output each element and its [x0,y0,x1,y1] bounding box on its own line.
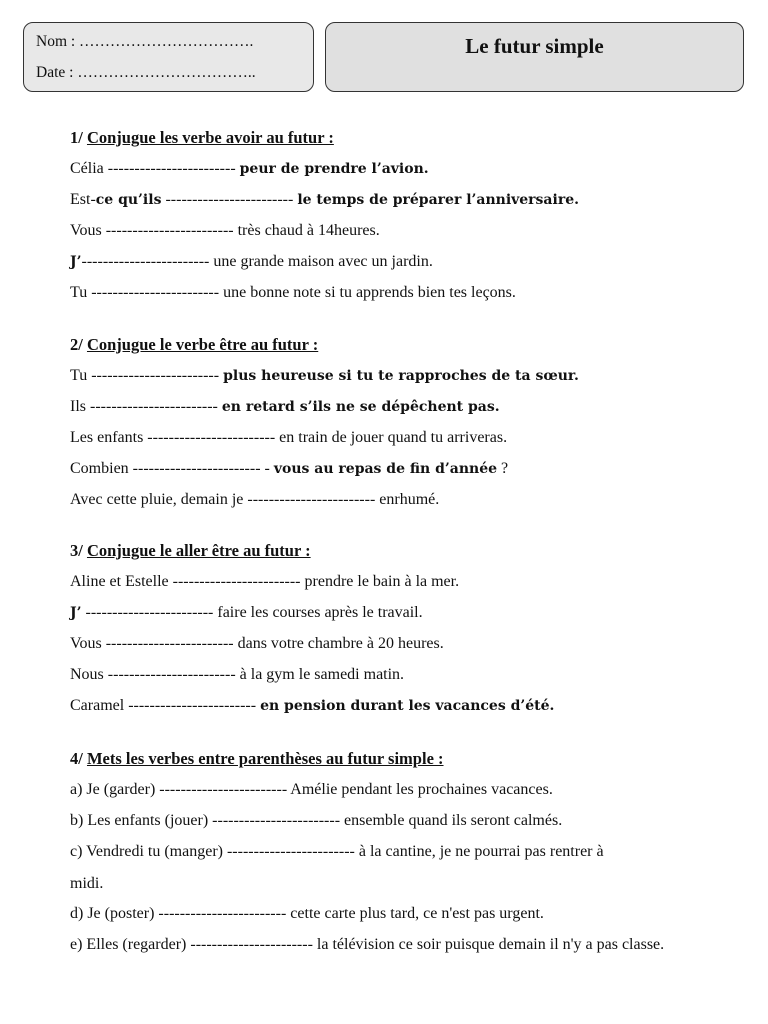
exercise-line: Les enfants ------------------------ en train de jouer quand tu arriveras. [70,429,508,446]
line-start: Ils ------------------------ [70,398,222,415]
exercise-line: a) Je (garder) ------------------------ Amélie pendant les prochaines vacances. [70,781,553,798]
exercise-line [70,186,720,217]
exercise-line: c) Vendredi tu (manger) ------------------------ à la cantine, je ne pourrai pas rentrer à [70,843,604,860]
name-date-box [23,22,314,92]
exercise-line: Avec cette pluie, demain je ------------------------ enrhumé. [70,491,440,508]
exercise-line [70,248,720,279]
line-subject: J’ [70,254,82,270]
date-field: Date : …………………………….. [36,64,256,81]
exercise-line [70,599,720,630]
section-1-number: 1/ [70,128,87,147]
line-start: Caramel ------------------------ [70,697,261,714]
exercise-line [70,362,720,393]
section-1-title [70,124,720,155]
exercise-line: midi. [70,875,104,892]
line-end: plus heureuse si tu te rapproches de ta sœur. [223,368,579,384]
section-4-title [70,745,720,776]
exercise-line: Nous ------------------------ à la gym le samedi matin. [70,666,405,683]
exercise-line: Aline et Estelle ------------------------ prendre le bain à la mer. [70,573,460,590]
exercise-line [70,692,720,723]
section-4-heading: Mets les verbes entre parenthèses au futur simple : [86,749,444,768]
exercise-line [70,393,720,424]
line-start: Combien ------------------------ - [70,460,274,477]
exercise-line [70,455,720,486]
line-start: Célia ------------------------ [70,160,240,177]
worksheet-content [70,124,720,956]
section-3-heading: Conjugue le aller être au futur : [86,541,311,560]
section-2-heading: Conjugue le verbe être au futur : [86,335,319,354]
section-2-title [70,331,720,362]
exercise-line: d) Je (poster) ------------------------ cette carte plus tard, ce n'est pas urgent. [70,905,544,922]
line-subject: ce qu’ils [95,192,162,208]
line-blank: ------------------------ [161,191,298,208]
line-end: peur de prendre l’avion. [239,161,429,177]
line-start: Est- [70,191,96,208]
name-field: Nom : ……………………………. [36,33,254,50]
section-2-number: 2/ [70,335,87,354]
title-box [325,22,744,92]
exercise-line: Vous ------------------------ dans votre chambre à 20 heures. [70,635,444,652]
section-3-number: 3/ [70,541,87,560]
line-end: le temps de préparer l’anniversaire. [297,192,579,208]
line-start: Tu ------------------------ [70,367,224,384]
line-subject: J’ [70,605,82,621]
exercise-line [70,155,720,186]
line-end: ------------------------ faire les courses après le travail. [81,604,423,621]
exercise-line: Vous ------------------------ très chaud à 14heures. [70,222,380,239]
section-3-title [70,537,720,568]
section-4-number: 4/ [70,749,87,768]
line-end: ? [497,460,509,477]
line-end: ------------------------ une grande maison avec un jardin. [81,253,433,270]
line-end: en retard s’ils ne se dépêchent pas. [221,399,500,415]
exercise-line: Tu ------------------------ une bonne note si tu apprends bien tes leçons. [70,284,516,301]
line-middle: vous au repas de fin d’année [273,461,498,477]
page-title: Le futur simple [465,34,604,58]
exercise-line: e) Elles (regarder) ----------------------- la télévision ce soir puisque demain il n'y a pas classe. [70,936,665,953]
exercise-line: b) Les enfants (jouer) ------------------------ ensemble quand ils seront calmés. [70,812,563,829]
line-end: en pension durant les vacances d’été. [260,698,555,714]
section-1-heading: Conjugue les verbe avoir au futur : [86,128,334,147]
